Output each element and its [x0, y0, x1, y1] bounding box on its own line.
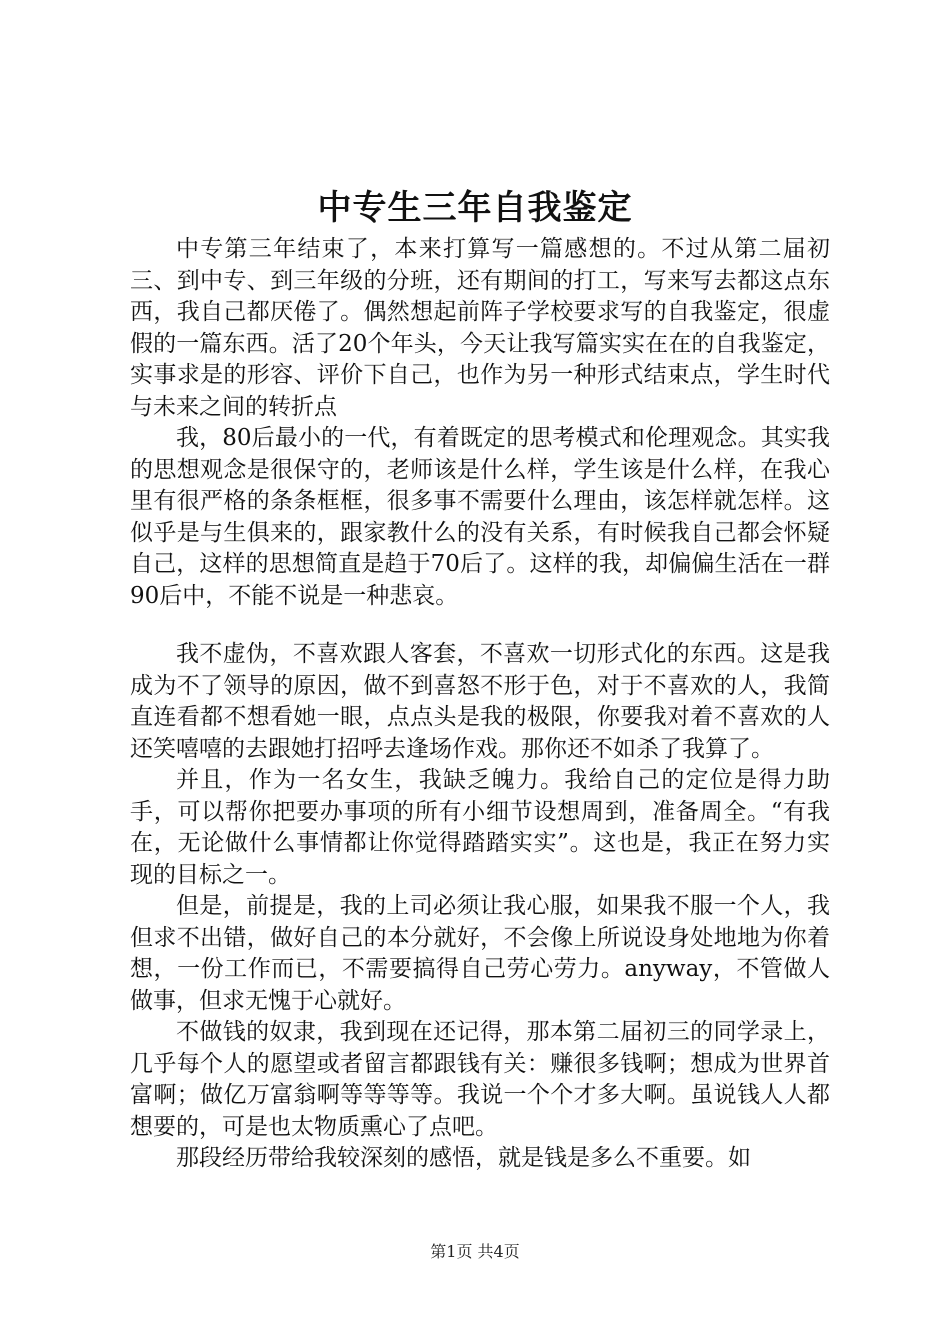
paragraph-4: 并且，作为一名女生，我缺乏魄力。我给自己的定位是得力助手，可以帮你把要办事项的所有小细节设想周到，准备周全。“有我在，无论做什么事情都让你觉得踏踏实实”。这也是，我正在努力实现的目标之一。: [130, 767, 830, 888]
document-body: [130, 234, 830, 1175]
document-title: 中专生三年自我鉴定: [317, 188, 633, 228]
paragraph-1: 中专第三年结束了，本来打算写一篇感想的。不过从第二届初三、到中专、到三年级的分班，还有期间的打工，写来写去都这点东西，我自己都厌倦了。偶然想起前阵子学校要求写的自我鉴定，很虚假的一篇东西。活了20个年头，今天让我写篇实实在在的自我鉴定，实事求是的形容、评价下自己，也作为另一种形式结束点，学生时代与未来之间的转折点: [130, 236, 830, 420]
page-footer: 第1页 共4页: [430, 1242, 520, 1261]
paragraph-6: 不做钱的奴隶，我到现在还记得，那本第二届初三的同学录上，几乎每个人的愿望或者留言都跟钱有关：赚很多钱啊；想成为世界首富啊；做亿万富翁啊等等等等。我说一个个才多大啊。虽说钱人人都想要的，可是也太物质熏心了点吧。: [130, 1019, 830, 1140]
paragraph-7: 那段经历带给我较深刻的感悟，就是钱是多么不重要。如: [176, 1145, 751, 1171]
paragraph-3: 我不虚伪，不喜欢跟人客套，不喜欢一切形式化的东西。这是我成为不了领导的原因，做不到喜怒不形于色，对于不喜欢的人，我简直连看都不想看她一眼，点点头是我的极限，你要我对着不喜欢的人还笑嘻嘻的去跟她打招呼去逢场作戏。那你还不如杀了我算了。: [130, 641, 830, 762]
paragraph-2: 我，80后最小的一代，有着既定的思考模式和伦理观念。其实我的思想观念是很保守的，老师该是什么样，学生该是什么样，在我心里有很严格的条条框框，很多事不需要什么理由，该怎样就怎样。这似乎是与生俱来的，跟家教什么的没有关系，有时候我自己都会怀疑自己，这样的思想简直是趋于70后了。这样的我，却偏偏生活在一群90后中，不能不说是一种悲哀。: [130, 425, 830, 609]
paragraph-5: 但是，前提是，我的上司必须让我心服，如果我不服一个人，我但求不出错，做好自己的本分就好，不会像上所说设身处地地为你着想，一份工作而已，不需要搞得自己劳心劳力。anyway，不管做人做事，但求无愧于心就好。: [130, 893, 830, 1014]
